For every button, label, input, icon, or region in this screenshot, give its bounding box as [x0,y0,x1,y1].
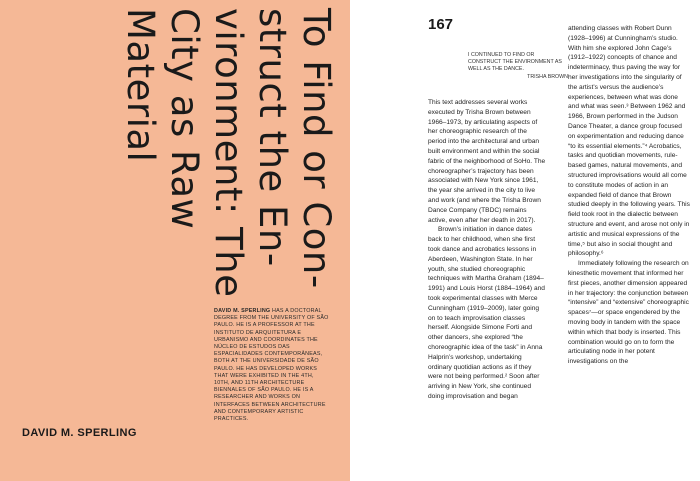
author-bio [214,308,330,423]
title-line-5: Material [119,8,162,163]
bio-text: HAS A DOCTORAL DEGREE FROM THE UNIVERSITY OF SÃO PAULO. HE IS A PROFESSOR AT THE INSTITUTO DE ARQUITETURA E URBANISMO AND COORDINATES THE NÚCLEO DE ESTUDOS DAS ESPACIALIDADES CONTEMPORÂNEAS, BOTH AT THE UNIVERSIDADE DE SÃO PAULO. HE HAS DEVELOPED WORKS THAT WERE EXHIBITED IN THE 4TH, 10TH, AND 11TH ARCHITECTURE BIENNALES OF SÃO PAULO. HE IS A RESEARCHER AND WORKS ON INTERFACES BETWEEN ARCHITECTURE AND CONTEMPORARY ARTISTIC PRACTICES. [214,308,329,423]
title-line-4: City as Raw [163,8,206,230]
epigraph [468,52,568,81]
right-page [350,0,700,481]
title-line-2: struct the En- [251,8,294,267]
paragraph: This text addresses several works executed by Trisha Brown between 1966–1973, by articulating aspects of her choreographic research of the period into the architectural and urban built environment and within the social fabric of the neighborhood of SoHo. The choreographer’s trajectory has been associated with New York since 1961, the year she arrived in the city to live and work (and where the Trisha Brown Dance Company (TBDC) remains active, even after her death in 2017). [428,99,546,224]
title-line-1: To Find or Con- [295,8,338,289]
epigraph-attribution: TRISHA BROWN [527,73,568,80]
title-line-3: vironment: The [207,8,250,298]
epigraph-quote: I CONTINUED TO FIND OR CONSTRUCT THE ENVIRONMENT AS WELL AS THE DANCE. [468,52,562,73]
paragraph: attending classes with Robert Dunn (1928–1996) at Cunningham’s studio. With him she explored John Cage’s (1912–1922) concepts of chance and indeterminacy, thus paving the way for her investigations into the singularity of the artist’s versus the audience’s experiences, between what was done and what was seen.³ Between 1962 and 1966, Brown performed in the Judson Dance Theater, a dance group focused on experimentation and reducing dance “to its essential elements.”⁴ Acrobatics, tasks and quotidian movements, rule-based games, natural movements, and structured improvisations would all come to constitute modes of action in an expanded field of dance that Brown studied deeply in the following years. This field took root in the dialectic between structure and event, and arose not only in artistic and musical expressions of the time,⁵ but also in social thought and philosophy.⁶ [568,25,690,258]
author-name: DAVID M. SPERLING [22,427,137,439]
text-column-1 [428,98,546,402]
text-column-2 [568,24,690,367]
page-number: 167 [428,16,454,33]
bio-author-name: DAVID M. SPERLING [214,308,271,314]
paragraph: Immediately following the research on kinesthetic movement that informed her first pieces, another dimension appeared in her trajectory: the conjunction between “intensive” and “extensive” choreographic spaces⁷—or space engendered by the moving body in tandem with the space within which that body is inserted. This combination would go on to form the articulating node in her potent investigations on the [568,260,689,366]
paragraph: Brown’s initiation in dance dates back to her childhood, when she first took dance and acrobatics lessons in Aberdeen, Washington State. In her youth, she studied choreographic techniques with Martha Graham (1894–1991) and Louis Horst (1884–1964) and took experimental classes with Merce Cunningham (1919–2009), later going on to teach improvisation classes herself. Alongside Simone Forti and other dancers, she explored “the choreographic idea of the task” in Anna Halprin’s workshop, undertaking ordinary quotidian actions as if they were not being performed.² Soon after arriving in New York, she continued doing improvisation and began [428,226,545,400]
